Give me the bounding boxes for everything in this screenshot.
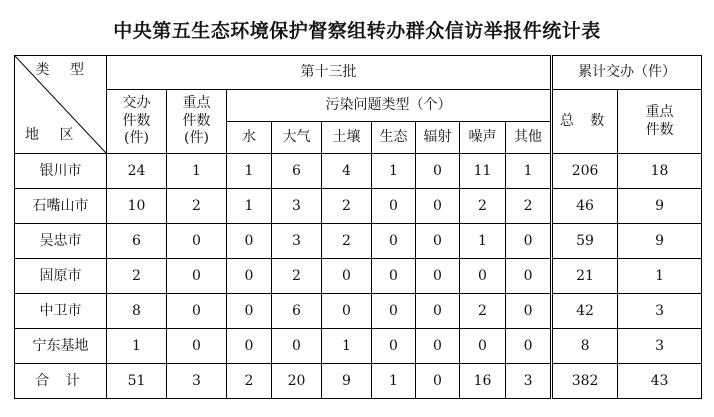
area-cell: 中卫市 <box>15 294 107 329</box>
type-ecology: 生态 <box>372 122 416 154</box>
table-row <box>15 294 702 329</box>
value-cell: 0 <box>416 364 460 399</box>
value-cell: 11 <box>460 154 506 189</box>
batch-header: 第十三批 <box>107 56 552 90</box>
type-noise: 噪声 <box>460 122 506 154</box>
table-row <box>15 189 702 224</box>
value-cell: 382 <box>552 364 618 399</box>
value-cell: 9 <box>618 189 702 224</box>
value-cell: 42 <box>552 294 618 329</box>
area-label: 地 区 <box>25 126 82 143</box>
table-row <box>15 224 702 259</box>
value-cell: 6 <box>272 294 322 329</box>
value-cell: 24 <box>107 154 167 189</box>
value-cell: 1 <box>227 189 272 224</box>
value-cell: 0 <box>416 154 460 189</box>
value-cell: 1 <box>618 259 702 294</box>
total-row <box>15 364 702 399</box>
value-cell: 4 <box>322 154 372 189</box>
value-cell: 9 <box>618 224 702 259</box>
type-radiation: 辐射 <box>416 122 460 154</box>
value-cell: 43 <box>618 364 702 399</box>
value-cell: 0 <box>227 224 272 259</box>
value-cell: 3 <box>272 189 322 224</box>
value-cell: 16 <box>460 364 506 399</box>
value-cell: 1 <box>107 329 167 364</box>
value-cell: 2 <box>460 189 506 224</box>
type-label: 类 型 <box>35 62 92 78</box>
area-cell: 石嘴山市 <box>15 189 107 224</box>
value-cell: 0 <box>322 259 372 294</box>
value-cell: 1 <box>506 154 552 189</box>
value-cell: 8 <box>552 329 618 364</box>
value-cell: 0 <box>416 189 460 224</box>
area-cell: 吴忠市 <box>15 224 107 259</box>
value-cell: 2 <box>107 259 167 294</box>
type-air: 大气 <box>272 122 322 154</box>
value-cell: 0 <box>506 224 552 259</box>
value-cell: 0 <box>167 294 227 329</box>
area-cell: 宁东基地 <box>15 329 107 364</box>
value-cell: 20 <box>272 364 322 399</box>
value-cell: 10 <box>107 189 167 224</box>
value-cell: 2 <box>272 259 322 294</box>
value-cell: 2 <box>167 189 227 224</box>
value-cell: 0 <box>167 329 227 364</box>
value-cell: 3 <box>618 329 702 364</box>
key-total-header: 重点 件数 <box>618 90 702 154</box>
value-cell: 0 <box>372 329 416 364</box>
handed-count-header: 交办 件数 (件) <box>107 90 167 154</box>
total-header: 总 数 <box>552 90 618 154</box>
value-cell: 0 <box>416 259 460 294</box>
value-cell: 0 <box>227 294 272 329</box>
value-cell: 2 <box>322 224 372 259</box>
value-cell: 0 <box>167 259 227 294</box>
value-cell: 3 <box>506 364 552 399</box>
value-cell: 0 <box>416 329 460 364</box>
value-cell: 3 <box>618 294 702 329</box>
value-cell: 206 <box>552 154 618 189</box>
value-cell: 0 <box>372 224 416 259</box>
value-cell: 1 <box>460 224 506 259</box>
value-cell: 3 <box>167 364 227 399</box>
area-cell: 合 计 <box>15 364 107 399</box>
area-cell: 银川市 <box>15 154 107 189</box>
value-cell: 2 <box>460 294 506 329</box>
value-cell: 1 <box>227 154 272 189</box>
corner-header-cell <box>15 56 107 154</box>
table-title: 中央第五生态环境保护督察组转办群众信访举报件统计表 <box>113 20 601 42</box>
value-cell: 3 <box>272 224 322 259</box>
table-row <box>15 259 702 294</box>
value-cell: 0 <box>416 224 460 259</box>
value-cell: 0 <box>372 259 416 294</box>
key-count-header: 重点 件数 (件) <box>167 90 227 154</box>
pollution-types-header: 污染问题类型（个） <box>227 90 552 122</box>
type-water: 水 <box>227 122 272 154</box>
value-cell: 0 <box>167 224 227 259</box>
value-cell: 0 <box>227 259 272 294</box>
value-cell: 21 <box>552 259 618 294</box>
value-cell: 0 <box>372 189 416 224</box>
value-cell: 0 <box>322 294 372 329</box>
value-cell: 0 <box>506 329 552 364</box>
type-other: 其他 <box>506 122 552 154</box>
value-cell: 6 <box>272 154 322 189</box>
value-cell: 18 <box>618 154 702 189</box>
type-soil: 土壤 <box>322 122 372 154</box>
value-cell: 0 <box>460 329 506 364</box>
value-cell: 9 <box>322 364 372 399</box>
value-cell: 2 <box>227 364 272 399</box>
value-cell: 0 <box>506 259 552 294</box>
value-cell: 46 <box>552 189 618 224</box>
value-cell: 6 <box>107 224 167 259</box>
value-cell: 59 <box>552 224 618 259</box>
value-cell: 0 <box>506 294 552 329</box>
value-cell: 0 <box>460 259 506 294</box>
value-cell: 0 <box>416 294 460 329</box>
value-cell: 51 <box>107 364 167 399</box>
value-cell: 2 <box>322 189 372 224</box>
value-cell: 0 <box>272 329 322 364</box>
value-cell: 1 <box>167 154 227 189</box>
value-cell: 0 <box>227 329 272 364</box>
value-cell: 1 <box>322 329 372 364</box>
table-row <box>15 329 702 364</box>
value-cell: 1 <box>372 364 416 399</box>
table-row <box>15 154 702 189</box>
area-cell: 固原市 <box>15 259 107 294</box>
value-cell: 2 <box>506 189 552 224</box>
statistics-table <box>14 55 702 399</box>
cumulative-header: 累计交办（件） <box>552 56 702 90</box>
value-cell: 1 <box>372 154 416 189</box>
value-cell: 0 <box>372 294 416 329</box>
value-cell: 8 <box>107 294 167 329</box>
